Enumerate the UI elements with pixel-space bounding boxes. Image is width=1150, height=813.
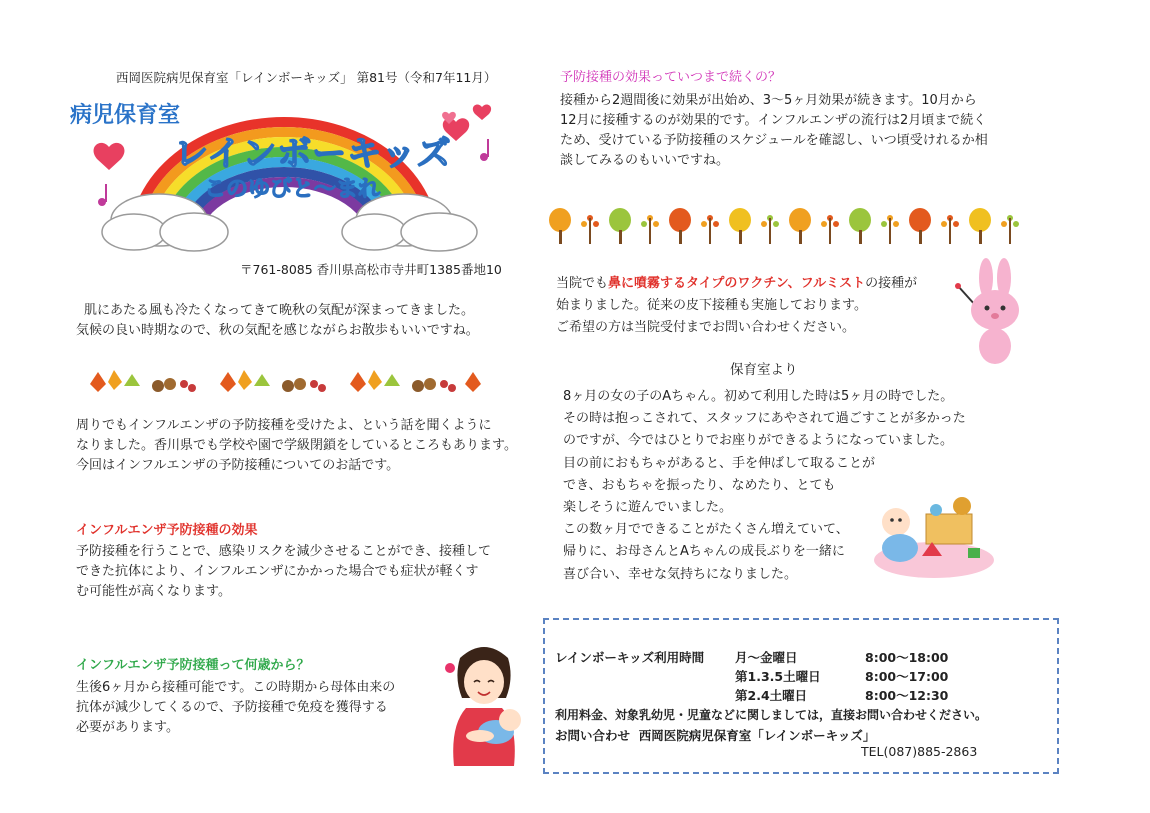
nursery-line: 8ヶ月の女の子のAちゃん。初めて利用した時は5ヶ月の時でした。 bbox=[563, 389, 954, 404]
flumist-pre: 当院でも bbox=[556, 276, 609, 291]
nursery-line: 目の前におもちゃがあると、手を伸ばして取ることが bbox=[563, 455, 876, 471]
logo-top-text: 病児保育室 bbox=[70, 103, 181, 128]
effect-line: 予防接種を行うことで、感染リスクを減少させることができ、接種して bbox=[76, 544, 491, 559]
flumist-post: の接種が bbox=[865, 276, 918, 291]
autumn-leaves-border bbox=[80, 364, 490, 398]
intro-line: 気候の良い時期なので、秋の気配を感じながらお散歩もいいですね。 bbox=[76, 323, 479, 338]
duration-paragraph bbox=[560, 91, 988, 171]
mother-baby-illustration bbox=[440, 640, 528, 770]
nursery-line: この数ヶ月でできることがたくさん増えていて、 bbox=[563, 522, 849, 538]
age-line: 必要があります。 bbox=[76, 720, 179, 735]
contact-label: お問い合わせ bbox=[555, 728, 631, 743]
duration-heading: 予防接種の効果っていつまで続くの？ bbox=[560, 70, 782, 85]
nursery-heading: 保育室より bbox=[730, 362, 798, 378]
effect-paragraph bbox=[76, 542, 491, 602]
baby-toys-illustration bbox=[872, 484, 998, 580]
flu-intro-line: 周りでもインフルエンザの予防接種を受けたよ、という話を聞くように bbox=[76, 418, 492, 433]
effect-heading: インフルエンザ予防接種の効果 bbox=[76, 523, 258, 538]
contact-line bbox=[555, 726, 875, 744]
nursery-line: のですが、今ではひとりでお座りができるようになっていました。 bbox=[563, 433, 954, 449]
effect-line: む可能性が高くなります。 bbox=[76, 584, 231, 599]
flumist-highlight: 鼻に噴霧するタイプのワクチン、フルミスト bbox=[608, 276, 866, 291]
contact-name: 西岡医院病児保育室「レインボーキッズ」 bbox=[638, 728, 876, 743]
flumist-line-3: ご希望の方は当院受付までお問い合わせください。 bbox=[556, 320, 856, 335]
duration-line: 12月に接種するのが効果的です。インフルエンザの流行は2月頃まで続く bbox=[560, 113, 987, 128]
nursery-line: 喜び合い、幸せな気持ちになりました。 bbox=[563, 566, 798, 582]
tree-row-border bbox=[546, 204, 1026, 248]
info-box bbox=[543, 618, 1059, 774]
age-line: 抗体が減少してくるので、予防接種で免疫を獲得する bbox=[76, 700, 388, 715]
logo-sub-text: このゆびと～まれ bbox=[204, 177, 381, 202]
rainbow-logo bbox=[64, 92, 504, 252]
hours-label: レインボーキッズ利用時間 bbox=[555, 650, 705, 665]
nursery-line: でき、おもちゃを振ったり、なめたり、とても bbox=[563, 477, 836, 493]
duration-line: 談してみるのもいいですね。 bbox=[560, 153, 730, 168]
effect-line: できた抗体により、インフルエンザにかかった場合でも症状が軽くす bbox=[76, 564, 479, 579]
nursery-line: 帰りに、お母さんとAちゃんの成長ぶりを一緒に bbox=[563, 544, 845, 560]
age-line: 生後6ヶ月から接種可能です。この時期から母体由来の bbox=[76, 680, 396, 695]
flu-intro-paragraph bbox=[76, 416, 517, 476]
flumist-line-2: 始まりました。従来の皮下接種も実施しております。 bbox=[556, 298, 867, 313]
hours-day: 第2.4土曜日 bbox=[735, 688, 808, 703]
flumist-line-1 bbox=[556, 274, 917, 294]
intro-paragraph bbox=[76, 301, 479, 341]
hours-day: 第1.3.5土曜日 bbox=[735, 669, 821, 684]
nursery-line: その時は抱っこされて、スタッフにあやされて過ごすことが多かった bbox=[563, 411, 966, 427]
address: 〒761-8085 香川県高松市寺井町1385番地10 bbox=[240, 262, 502, 277]
flu-intro-line: なりました。香川県でも学校や園で学級閉鎖をしているところもあります。 bbox=[76, 438, 517, 453]
flu-intro-line: 今回はインフルエンザの予防接種についてのお話です。 bbox=[76, 458, 400, 473]
fee-line: 利用料金、対象乳幼児・児童などに関しましては，直接お問い合わせください。 bbox=[555, 708, 988, 722]
hours-day: 月～金曜日 bbox=[735, 650, 798, 665]
duration-line: ため、受けている予防接種のスケジュールを確認し、いつ頃受けれるか相 bbox=[560, 133, 988, 148]
rabbit-illustration bbox=[950, 256, 1030, 366]
issue-line: 西岡医院病児保育室「レインボーキッズ」 第81号（令和7年11月） bbox=[116, 70, 497, 85]
age-paragraph bbox=[76, 678, 395, 738]
hours-time: 8:00～18:00 bbox=[865, 650, 949, 665]
hours-time: 8:00～17:00 bbox=[865, 669, 949, 684]
tel-number: TEL(087)885-2863 bbox=[861, 744, 978, 759]
nursery-line: 楽しそうに遊んでいました。 bbox=[563, 500, 733, 516]
intro-line: 肌にあたる風も冷たくなってきて晩秋の気配が深まってきました。 bbox=[84, 303, 475, 318]
hours-time: 8:00～12:30 bbox=[865, 688, 949, 703]
age-heading: インフルエンザ予防接種って何歳から？ bbox=[76, 658, 310, 673]
logo-main-text: レインボーキッズ bbox=[174, 134, 452, 174]
duration-line: 接種から2週間後に効果が出始め、3～5ヶ月効果が続きます。10月から bbox=[560, 93, 977, 108]
